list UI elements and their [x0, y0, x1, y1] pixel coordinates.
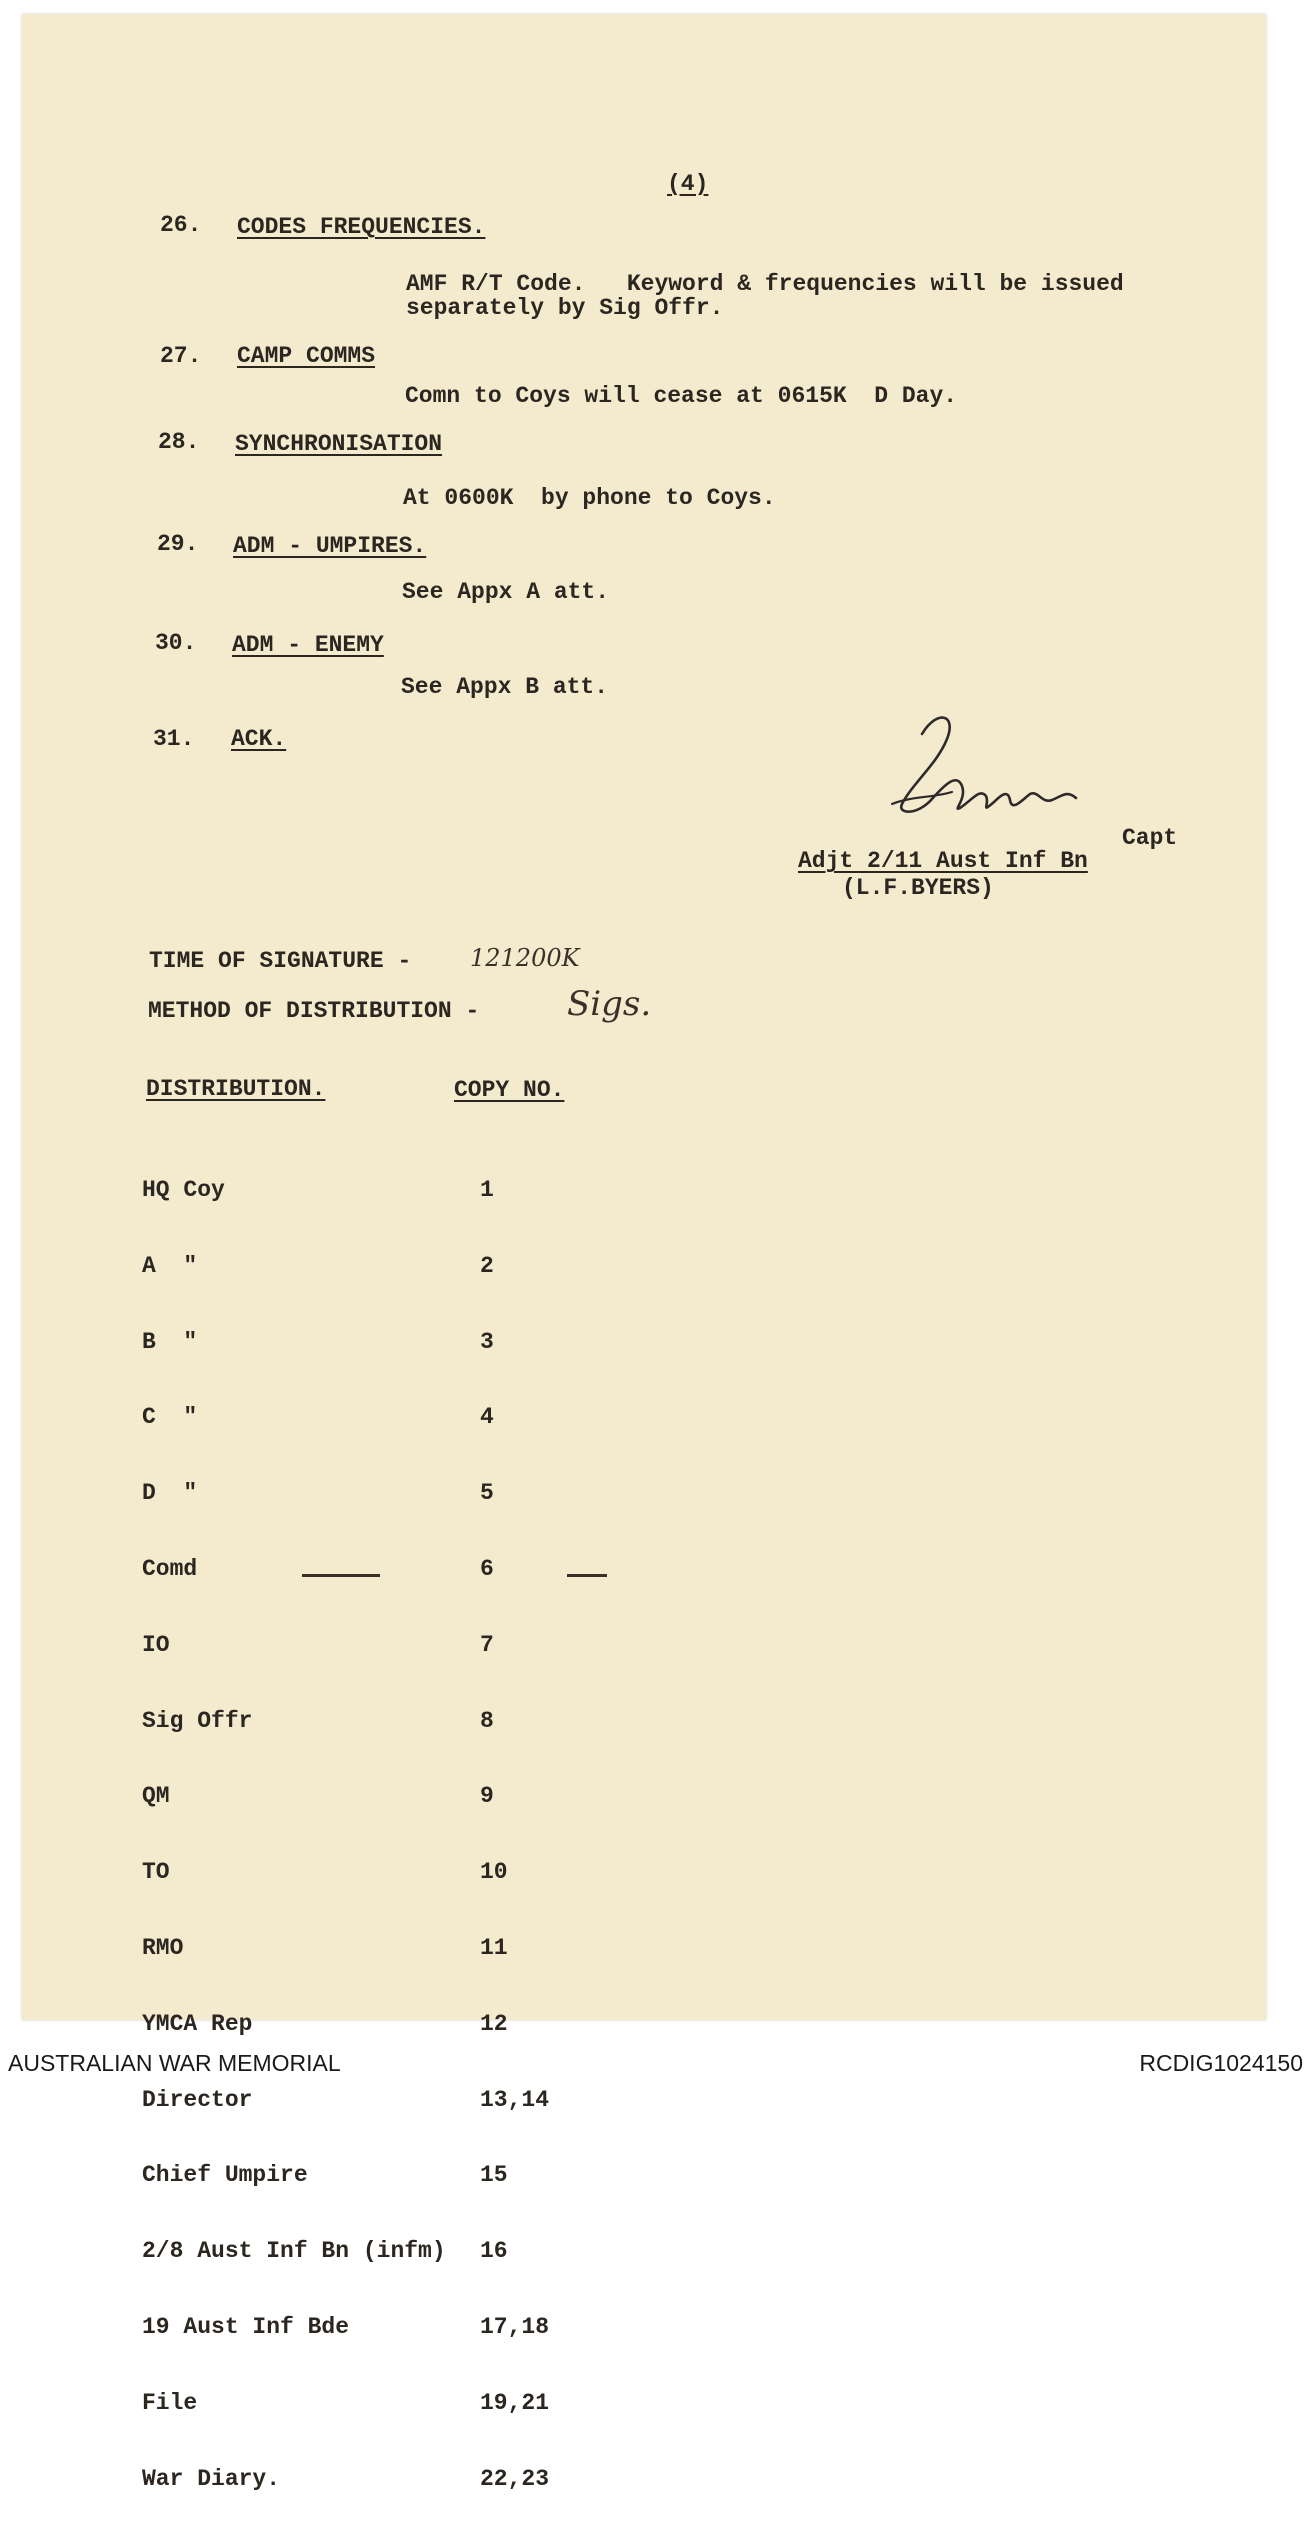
copy-number: 2: [480, 1252, 494, 1279]
copy-number: 5: [480, 1480, 494, 1507]
copy-number: 17,18: [480, 2313, 550, 2340]
copy-number: 9: [480, 1783, 494, 1810]
method-of-distribution-label: METHOD OF DISTRIBUTION -: [148, 998, 480, 1024]
time-of-signature-value: 121200K: [470, 944, 580, 972]
copy-number: 6: [480, 1555, 494, 1582]
copy-number: 10: [480, 1859, 508, 1886]
handwritten-signature: [862, 704, 1122, 844]
section-heading: CODES FREQUENCIES.: [237, 214, 486, 240]
copy-number: 7: [480, 1631, 494, 1658]
distribution-heading: DISTRIBUTION.: [146, 1076, 326, 1102]
distribution-recipient: YMCA Rep: [142, 2010, 253, 2037]
distribution-recipient: A ": [142, 1252, 198, 1279]
signature-appointment: Adjt 2/11 Aust Inf Bn: [798, 848, 1088, 874]
section-heading: SYNCHRONISATION: [235, 431, 443, 457]
copy-number: 4: [480, 1404, 494, 1431]
section-heading: ADM - ENEMY: [232, 632, 384, 658]
copy-number: 15: [480, 2162, 508, 2189]
distribution-recipient: Chief Umpire: [142, 2162, 308, 2189]
section-number: 29.: [157, 531, 199, 557]
copy-number: 16: [480, 2238, 508, 2265]
copy-number: 3: [480, 1328, 494, 1355]
distribution-recipient: Sig Offr: [142, 1707, 253, 1734]
section-number: 31.: [153, 726, 195, 752]
distribution-recipient: B ": [142, 1328, 198, 1355]
copy-number: 8: [480, 1707, 494, 1734]
distribution-recipient: File: [142, 2389, 198, 2416]
distribution-recipient: QM: [142, 1783, 170, 1810]
section-body-line: Comn to Coys will cease at 0615K D Day.: [405, 383, 958, 409]
signature-rank: Capt: [1122, 825, 1178, 851]
section-body-line: See Appx B att.: [401, 674, 609, 700]
footer-archive-name: AUSTRALIAN WAR MEMORIAL: [8, 2050, 341, 2076]
distribution-recipient: D ": [142, 1480, 198, 1507]
section-body-line: AMF R/T Code. Keyword & frequencies will be issued: [406, 271, 1124, 297]
distribution-recipient: Comd: [142, 1555, 198, 1582]
distribution-recipient: 2/8 Aust Inf Bn (infm): [142, 2238, 446, 2265]
section-body-line: At 0600K by phone to Coys.: [403, 485, 776, 511]
section-number: 26.: [160, 212, 202, 238]
war-diary-dash-right: [567, 1574, 607, 1577]
distribution-recipient-list: [142, 1128, 446, 2542]
copy-number-list: [480, 1128, 549, 2542]
method-of-distribution-value: Sigs.: [567, 984, 652, 1024]
distribution-recipient: C ": [142, 1404, 198, 1431]
distribution-recipient: TO: [142, 1859, 170, 1886]
distribution-recipient: Director: [142, 2086, 253, 2113]
page-number: (4): [667, 171, 709, 197]
copy-number: 11: [480, 1934, 508, 1961]
time-of-signature-label: TIME OF SIGNATURE -: [149, 948, 412, 974]
distribution-recipient: HQ Coy: [142, 1177, 225, 1203]
copy-number: 22,23: [480, 2465, 550, 2492]
signature-name: (L.F.BYERS): [842, 875, 994, 901]
copy-number: 12: [480, 2010, 508, 2037]
section-heading: CAMP COMMS: [237, 343, 376, 369]
section-number: 28.: [158, 429, 200, 455]
distribution-recipient: 19 Aust Inf Bde: [142, 2313, 350, 2340]
copy-number: 1: [480, 1177, 494, 1203]
section-heading: ACK.: [231, 726, 287, 752]
section-heading: ADM - UMPIRES.: [233, 533, 427, 559]
section-body-line: separately by Sig Offr.: [406, 295, 724, 321]
copy-number-heading: COPY NO.: [454, 1077, 565, 1103]
distribution-recipient: RMO: [142, 1934, 184, 1961]
copy-number: 19,21: [480, 2389, 550, 2416]
distribution-recipient: War Diary.: [142, 2465, 281, 2492]
footer-record-id: RCDIG1024150: [1139, 2050, 1303, 2076]
distribution-recipient: IO: [142, 1631, 170, 1658]
section-body-line: See Appx A att.: [402, 579, 610, 605]
section-number: 27.: [160, 343, 202, 369]
section-number: 30.: [155, 630, 197, 656]
war-diary-dash-left: [302, 1574, 380, 1577]
copy-number: 13,14: [480, 2086, 550, 2113]
